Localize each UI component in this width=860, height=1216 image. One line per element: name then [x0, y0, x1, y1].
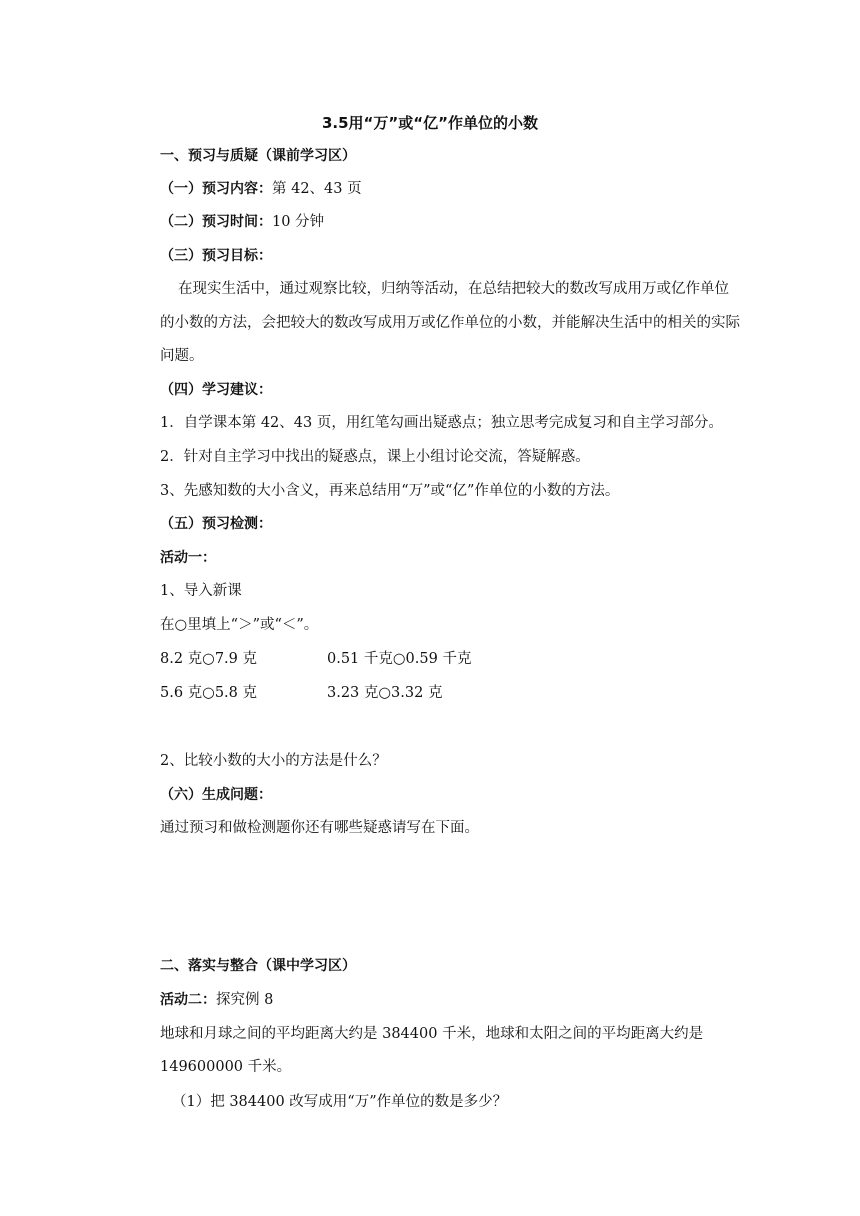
example-line-1: 地球和月球之间的平均距离大约是 384400 千米，地球和太阳之间的平均距离大约是 — [160, 1026, 704, 1042]
comparison-2a: 5.6 克○5.8 克 — [160, 685, 257, 701]
problems-label: （六）生成问题： — [160, 787, 272, 803]
preview-time-value: 10 分钟 — [272, 214, 325, 230]
question-2: 2、比较小数的大小的方法是什么？ — [160, 753, 387, 769]
advice-item-1: 1．自学课本第 42、43 页，用红笔勾画出疑惑点；独立思考完成复习和自主学习部分。 — [160, 415, 723, 431]
example-question-1: （1）把 384400 改写成用“万”作单位的数是多少？ — [172, 1094, 508, 1110]
preview-content-value: 第 42、43 页 — [272, 181, 362, 197]
advice-label: （四）学习建议： — [160, 382, 272, 398]
advice-item-3: 3、先感知数的大小含义，再来总结用“万”或“亿”作单位的小数的方法。 — [160, 483, 620, 499]
example-line-2: 149600000 千米。 — [160, 1059, 292, 1075]
preview-content-label: （一）预习内容： — [160, 181, 272, 197]
problems-text: 通过预习和做检测题你还有哪些疑惑请写在下面。 — [160, 820, 479, 836]
preview-content — [160, 179, 362, 199]
activity2 — [160, 990, 273, 1010]
activity2-label: 活动二： — [160, 992, 216, 1008]
comparison-2b: 3.23 克○3.32 克 — [327, 685, 443, 701]
activity1-label: 活动一： — [160, 550, 216, 566]
preview-goal-label: （三）预习目标： — [160, 248, 272, 264]
preview-time-label: （二）预习时间： — [160, 214, 272, 230]
section2-heading: 二、落实与整合（课中学习区） — [160, 958, 356, 974]
goal-line-1: 在现实生活中，通过观察比较，归纳等活动，在总结把较大的数改写成用万或亿作单位 — [178, 281, 729, 297]
advice-item-2: 2．针对自主学习中找出的疑惑点，课上小组讨论交流，答疑解惑。 — [160, 449, 590, 465]
comparison-1b: 0.51 千克○0.59 千克 — [327, 651, 472, 667]
goal-line-2: 的小数的方法，会把较大的数改写成用万或亿作单位的小数，并能解决生活中的相关的实际 — [160, 315, 740, 331]
goal-line-3: 问题。 — [160, 348, 204, 364]
comparison-instruction: 在○里填上“＞”或“＜”。 — [160, 617, 319, 633]
activity1-item1: 1、导入新课 — [160, 583, 242, 599]
check-label: （五）预习检测： — [160, 516, 272, 532]
activity2-title: 探究例 8 — [216, 992, 274, 1008]
section1-heading: 一、预习与质疑（课前学习区） — [160, 148, 356, 164]
preview-time — [160, 212, 324, 232]
page-title: 3.5用“万”或“亿”作单位的小数 — [321, 114, 538, 132]
comparison-1a: 8.2 克○7.9 克 — [160, 651, 257, 667]
